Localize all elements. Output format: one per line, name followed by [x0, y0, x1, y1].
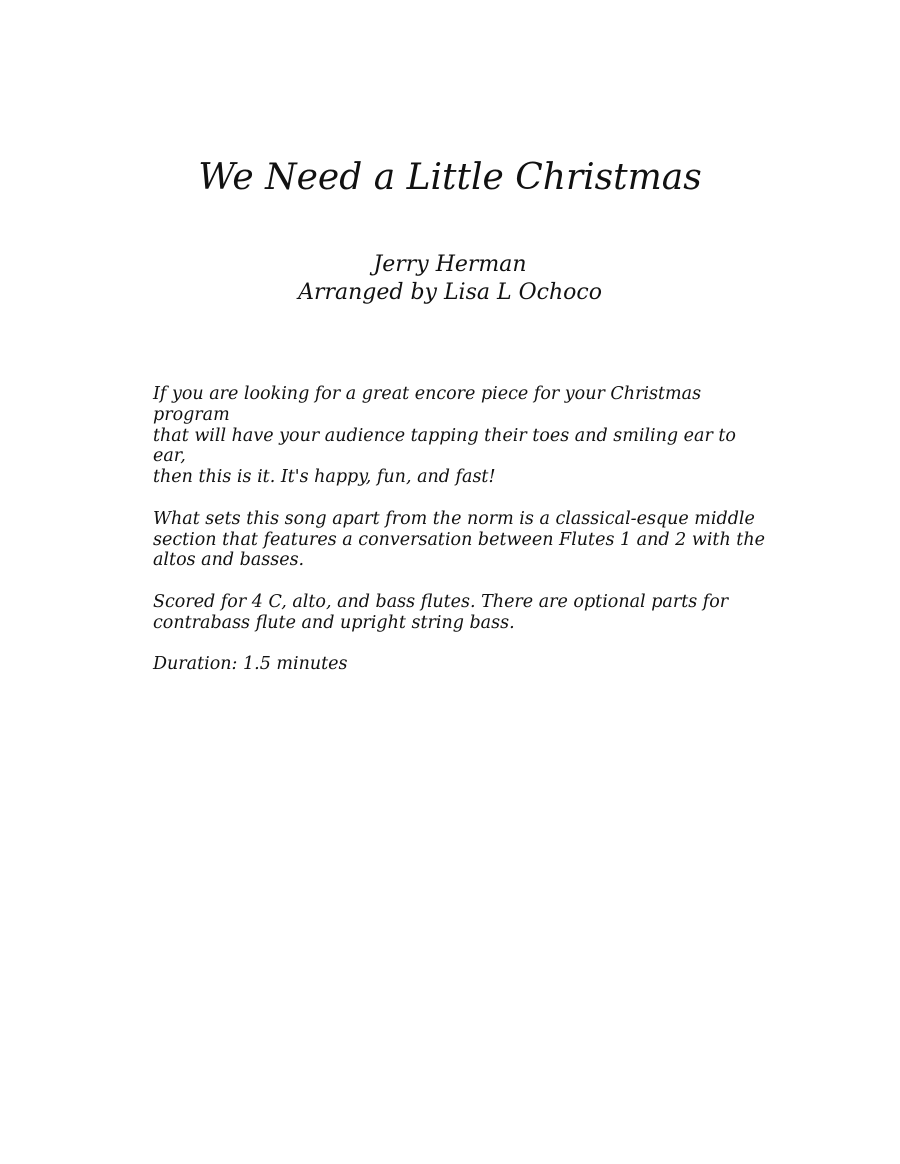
arranger-name: Arranged by Lisa L Ochoco: [298, 280, 602, 305]
description-block: [153, 384, 773, 696]
description-paragraph: What sets this song apart from the norm is a classical-esque middle section that features a conversation between Flutes 1 and 2 with the altos and basses.: [153, 508, 765, 571]
description-paragraph: If you are looking for a great encore piece for your Christmas program that will have your audience tapping their toes and smiling ear to ear, then this is it. It's happy, fun, and fast!: [153, 384, 736, 488]
credits-block: [0, 251, 900, 307]
page-title: We Need a Little Christmas: [198, 157, 702, 198]
composer-name: Jerry Herman: [373, 252, 527, 277]
description-paragraph: Scored for 4 C, alto, and bass flutes. There are optional parts for contrabass flute and upright string bass.: [153, 591, 729, 633]
duration-text: Duration: 1.5 minutes: [153, 654, 348, 675]
